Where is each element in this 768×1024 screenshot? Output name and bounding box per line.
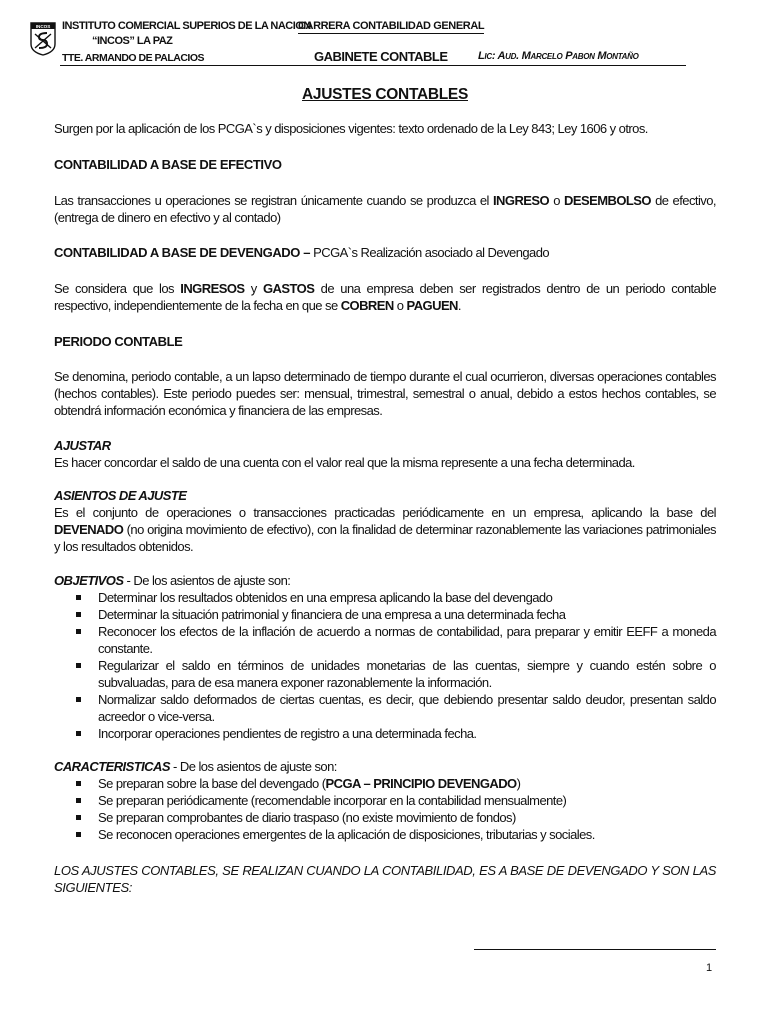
- list-item-text: Se preparan periódicamente (recomendable incorporar en la contabilidad mensualmente): [98, 793, 567, 808]
- caracteristicas-label: CARACTERISTICAS: [54, 759, 170, 774]
- list-item: [54, 623, 716, 657]
- bullet-icon: [76, 815, 81, 820]
- closing-paragraph: LOS AJUSTES CONTABLES, SE REALIZAN CUANDO LA CONTABILIDAD, ES A BASE DE DEVENGADO Y SON LAS SIGUIENTES:: [54, 863, 716, 895]
- list-item: [54, 606, 716, 623]
- gabinete-label: GABINETE CONTABLE: [314, 49, 448, 64]
- list-item-text: Reconocer los efectos de la inflación de acuerdo a normas de contabilidad, para preparar y emitir EEFF a moneda constante.: [98, 624, 716, 656]
- list-item-text: ): [516, 776, 521, 791]
- list-item: [54, 691, 716, 725]
- devengado-heading: [54, 244, 716, 261]
- list-item: [54, 792, 716, 809]
- bold-pcga: PCGA – PRINCIPIO DEVENGADO: [325, 776, 517, 791]
- list-item-text: Determinar los resultados obtenidos en una empresa aplicando la base del devengado: [98, 590, 553, 605]
- text-span: Las transacciones u operaciones se registran únicamente cuando se produzca el: [54, 193, 493, 208]
- text-span: .: [457, 298, 461, 313]
- document-body: [54, 86, 716, 896]
- header-rule: [60, 65, 686, 66]
- bullet-icon: [76, 612, 81, 617]
- bullet-icon: [76, 663, 81, 668]
- incos-label: “INCOS” LA PAZ: [92, 35, 173, 47]
- list-item: [54, 725, 716, 742]
- devengado-sub: PCGA`s Realización asociado al Devengado: [310, 245, 550, 260]
- list-item-text: Regularizar el saldo en términos de unidades monetarias de las cuentas, siempre y cuando estén sobre o subvaluadas, para de esa manera exponer razonablemente la información.: [98, 658, 716, 690]
- bullet-icon: [76, 798, 81, 803]
- institution-name: INSTITUTO COMERCIAL SUPERIOS DE LA NACION: [62, 20, 311, 32]
- bullet-icon: [76, 832, 81, 837]
- bold-ingresos: INGRESOS: [180, 281, 245, 296]
- logo-text: INCOS: [35, 24, 51, 29]
- bold-cobren: COBREN: [340, 298, 394, 313]
- carrera-label: CARRERA CONTABILIDAD GENERAL: [298, 20, 485, 32]
- ajustar-paragraph: Es hacer concordar el saldo de una cuenta con el valor real que la misma represente a una fecha determinada.: [54, 455, 635, 470]
- list-item-text: Se reconocen operaciones emergentes de la aplicación de disposiciones, tributarias y sociales.: [98, 827, 595, 842]
- list-item-text: Normalizar saldo deformados de ciertas cuentas, es decir, que debiendo presentar saldo deudor, presentan saldo acreedor o vice-versa.: [98, 692, 716, 724]
- lic-label: Lic: Aud. Marcelo Pabon Montaño: [478, 50, 639, 62]
- asientos-heading: ASIENTOS DE AJUSTE: [54, 488, 187, 503]
- list-item-text: Se preparan comprobantes de diario traspaso (no existe movimiento de fondos): [98, 810, 516, 825]
- devengado-heading-bold: CONTABILIDAD A BASE DE DEVENGADO –: [54, 245, 311, 260]
- caracteristicas-list: [54, 775, 716, 843]
- text-span: Es el conjunto de operaciones o transacciones practicadas periódicamente en un empresa, aplicando la base del: [54, 505, 716, 520]
- periodo-paragraph: Se denomina, periodo contable, a un lapso determinado de tiempo durante el cual ocurrieron, diversas operaciones contables (hechos contables). Este periodo puedes ser: mensual, trimestral, semestral o anual, debido a estos hechos contables, se obtendrá información económica y financiera de las empresas.: [54, 369, 716, 418]
- page-title: AJUSTES CONTABLES: [302, 86, 468, 103]
- bullet-icon: [76, 629, 81, 634]
- footer-rule: [474, 949, 716, 950]
- bullet-icon: [76, 731, 81, 736]
- text-span: Se considera que los: [54, 281, 181, 296]
- bold-devenado: DEVENADO: [54, 522, 124, 537]
- bullet-icon: [76, 781, 81, 786]
- list-item: [54, 589, 716, 606]
- devengado-paragraph: [54, 280, 716, 314]
- caracteristicas-intro-text: - De los asientos de ajuste son:: [169, 759, 337, 774]
- text-span: o: [549, 193, 564, 208]
- bullet-icon: [76, 595, 81, 600]
- list-item-text: Determinar la situación patrimonial y financiera de una empresa a una determinada fecha: [98, 607, 566, 622]
- list-item: [54, 775, 716, 792]
- caracteristicas-intro: [54, 758, 716, 775]
- objetivos-intro-text: - De los asientos de ajuste son:: [123, 573, 291, 588]
- list-item: [54, 826, 716, 843]
- asientos-paragraph: [54, 504, 716, 555]
- bold-paguen: PAGUEN: [406, 298, 458, 313]
- efectivo-heading: CONTABILIDAD A BASE DE EFECTIVO: [54, 157, 282, 172]
- tte-label: TTE. ARMANDO DE PALACIOS: [62, 52, 204, 64]
- text-span: y: [244, 281, 263, 296]
- bold-ingreso: INGRESO: [493, 193, 550, 208]
- incos-logo-icon: [30, 22, 56, 56]
- text-span: o: [393, 298, 407, 313]
- list-item: [54, 657, 716, 691]
- objetivos-label: OBJETIVOS: [54, 573, 124, 588]
- periodo-heading: PERIODO CONTABLE: [54, 334, 183, 349]
- bold-desembolso: DESEMBOLSO: [564, 193, 651, 208]
- objetivos-list: [54, 589, 716, 742]
- page-number: 1: [706, 962, 713, 974]
- list-item-text: Se preparan sobre la base del devengado (: [98, 776, 326, 791]
- intro-paragraph: Surgen por la aplicación de los PCGA`s y disposiciones vigentes: texto ordenado de la Ley 843; Ley 1606 y otros.: [54, 121, 648, 136]
- text-span: de efectivo, (entrega de dinero en efectivo y al contado): [54, 193, 716, 225]
- objetivos-intro: [54, 572, 716, 589]
- text-span: (no origina movimiento de efectivo), con la finalidad de determinar razonablemente las variaciones patrimoniales y los resultados obtenidos.: [54, 522, 716, 554]
- list-item-text: Incorporar operaciones pendientes de registro a una determinada fecha.: [98, 726, 477, 741]
- text-span: de una empresa deben ser registrados dentro de un periodo contable respectivo, independientemente de la fecha en que se: [54, 281, 716, 313]
- ajustar-heading: AJUSTAR: [54, 438, 111, 453]
- list-item: [54, 809, 716, 826]
- page-header: [0, 0, 768, 72]
- bold-gastos: GASTOS: [263, 281, 315, 296]
- efectivo-paragraph: [54, 192, 716, 226]
- bullet-icon: [76, 697, 81, 702]
